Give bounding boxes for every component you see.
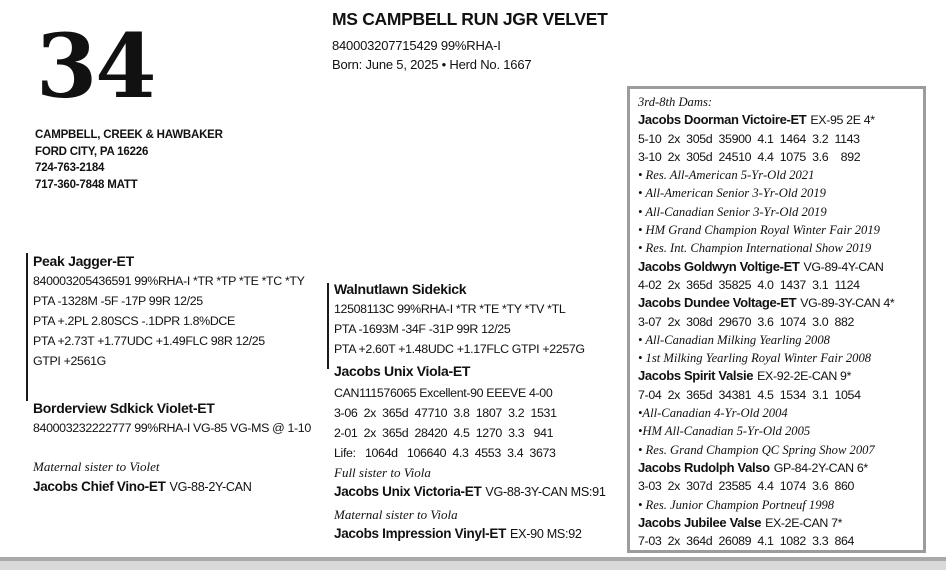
show-award-line: • Res. Int. Champion International Show 2019 xyxy=(638,241,872,256)
show-award-line: • Res. All-American 5-Yr-Old 2021 xyxy=(638,168,815,183)
animal-registration: 840003207715429 99%RHA-I xyxy=(332,38,501,53)
animal-header xyxy=(332,9,607,74)
sire-pta-line: PTA +2.73T +1.77UDC +1.49FLC 98R 12/25 xyxy=(33,334,265,348)
grandsire-registration-line: 12508113C 99%RHA-I *TR *TE *TY *TV *TL xyxy=(334,302,566,316)
dam-block xyxy=(33,398,311,438)
sire-pta-line: PTA +.2PL 2.80SCS -.1DPR 1.8%DCE xyxy=(33,314,235,328)
show-award-line: •All-Canadian 4-Yr-Old 2004 xyxy=(638,406,788,421)
bottom-divider-shade xyxy=(0,561,946,570)
dam-heading-line: Jacobs Jubilee Valse EX-2E-CAN 7* xyxy=(638,514,843,530)
pedigree-note: Maternal sister to Viola xyxy=(334,507,458,522)
second-dam-sibling-line xyxy=(334,525,582,543)
milk-record-line: 3-06 2x 365d 47710 3.8 1807 3.2 1531 xyxy=(334,406,557,420)
second-dam-name: Jacobs Unix Viola-ET xyxy=(334,363,471,379)
consignor-name: CAMPBELL, CREEK & HAWBAKER xyxy=(35,129,223,141)
show-award-line: • All-Canadian Senior 3-Yr-Old 2019 xyxy=(638,204,827,219)
sire-block xyxy=(33,251,305,371)
milk-record-line: 2-01 2x 365d 28420 4.5 1270 3.3 941 xyxy=(334,426,554,440)
sibling-score: EX-90 MS:92 xyxy=(510,527,582,541)
show-award-line: • All-American Senior 3-Yr-Old 2019 xyxy=(638,186,826,201)
milk-record-line: 7-04 2x 365d 34381 4.5 1534 3.1 1054 xyxy=(638,387,861,402)
pedigree-note: Maternal sister to Violet xyxy=(33,459,160,474)
dam-heading-line: Jacobs Goldwyn Voltige-ET VG-89-4Y-CAN xyxy=(638,258,884,274)
second-dam-sibling-line xyxy=(334,483,606,501)
show-award-line: •HM All-Canadian 5-Yr-Old 2005 xyxy=(638,424,811,439)
dam-name: Borderview Sdkick Violet-ET xyxy=(33,400,215,416)
lot-number: 34 xyxy=(36,14,155,118)
milk-record-line: 7-03 2x 364d 26089 4.1 1082 3.3 864 xyxy=(638,534,855,549)
sibling-score: VG-88-2Y-CAN xyxy=(169,480,252,494)
consignor-phone-2: 717-360-7848 MATT xyxy=(35,178,138,191)
show-award-line: • HM Grand Champion Royal Winter Fair 2019 xyxy=(638,223,880,238)
show-award-line: • All-Canadian Milking Yearling 2008 xyxy=(638,332,830,347)
sibling-score: VG-88-3Y-CAN MS:91 xyxy=(485,485,606,499)
milk-record-line: Life: 1064d 106640 4.3 4553 3.4 3673 xyxy=(334,446,556,460)
second-dam-registration-line: CAN111576065 Excellent-90 EEEVE 4-00 xyxy=(334,386,553,400)
pedigree-note: Full sister to Viola xyxy=(334,465,431,480)
sire-pta-line: PTA -1328M -5F -17P 99R 12/25 xyxy=(33,294,203,308)
show-award-line: • Res. Grand Champion QC Spring Show 2007 xyxy=(638,442,875,457)
sibling-name: Jacobs Chief Vino-ET xyxy=(33,479,166,494)
grandsire-pta-line: PTA -1693M -34F -31P 99R 12/25 xyxy=(334,322,511,336)
consignor-address: FORD CITY, PA 16226 xyxy=(35,145,149,158)
sire-registration-line: 840003205436591 99%RHA-I *TR *TP *TE *TC *TY xyxy=(33,274,305,288)
grandsire-bracket-bar xyxy=(327,283,329,369)
show-award-line: • 1st Milking Yearling Royal Winter Fair 2008 xyxy=(638,351,872,366)
show-award-line: • Res. Junior Champion Portneuf 1998 xyxy=(638,497,835,512)
milk-record-line: 3-03 2x 307d 23585 4.4 1074 3.6 860 xyxy=(638,479,855,494)
dam-heading-line: Jacobs Dundee Voltage-ET VG-89-3Y-CAN 4* xyxy=(638,295,895,311)
second-dam-block xyxy=(334,361,557,463)
milk-record-line: 4-02 2x 365d 35825 4.0 1437 3.1 1124 xyxy=(638,277,860,292)
dam-heading-line: Jacobs Doorman Victoire-ET EX-95 2E 4* xyxy=(638,112,875,128)
sire-name: Peak Jagger-ET xyxy=(33,253,134,269)
dams-box xyxy=(627,86,926,553)
grandsire-pta-line: PTA +2.60T +1.48UDC +1.17FLC GTPI +2257G xyxy=(334,342,585,356)
animal-born-herd: Born: June 5, 2025 • Herd No. 1667 xyxy=(332,57,532,72)
dam-sibling-line xyxy=(33,478,252,496)
sibling-name: Jacobs Unix Victoria-ET xyxy=(334,484,482,499)
animal-name: MS CAMPBELL RUN JGR VELVET xyxy=(332,9,608,29)
dams-box-title: 3rd-8th Dams: xyxy=(638,95,713,109)
sibling-name: Jacobs Impression Vinyl-ET xyxy=(334,526,507,541)
grandsire-name: Walnutlawn Sidekick xyxy=(334,281,467,297)
milk-record-line: 3-07 2x 308d 29670 3.6 1074 3.0 882 xyxy=(638,314,855,329)
sire-bracket-bar xyxy=(26,253,28,401)
milk-record-line: 3-10 2x 305d 24510 4.4 1075 3.6 892 xyxy=(638,149,861,164)
dam-registration-line: 840003232222777 99%RHA-I VG-85 VG-MS @ 1-10 xyxy=(33,421,311,435)
maternal-grandsire-block xyxy=(334,279,585,359)
dam-heading-line: Jacobs Spirit Valsie EX-92-2E-CAN 9* xyxy=(638,368,852,384)
consignor-block xyxy=(35,127,223,193)
milk-record-line: 5-10 2x 305d 35900 4.1 1464 3.2 1143 xyxy=(638,131,860,146)
sire-gtpi-line: GTPI +2561G xyxy=(33,354,106,368)
dam-heading-line: Jacobs Rudolph Valso GP-84-2Y-CAN 6* xyxy=(638,459,868,475)
consignor-phone: 724-763-2184 xyxy=(35,162,105,174)
